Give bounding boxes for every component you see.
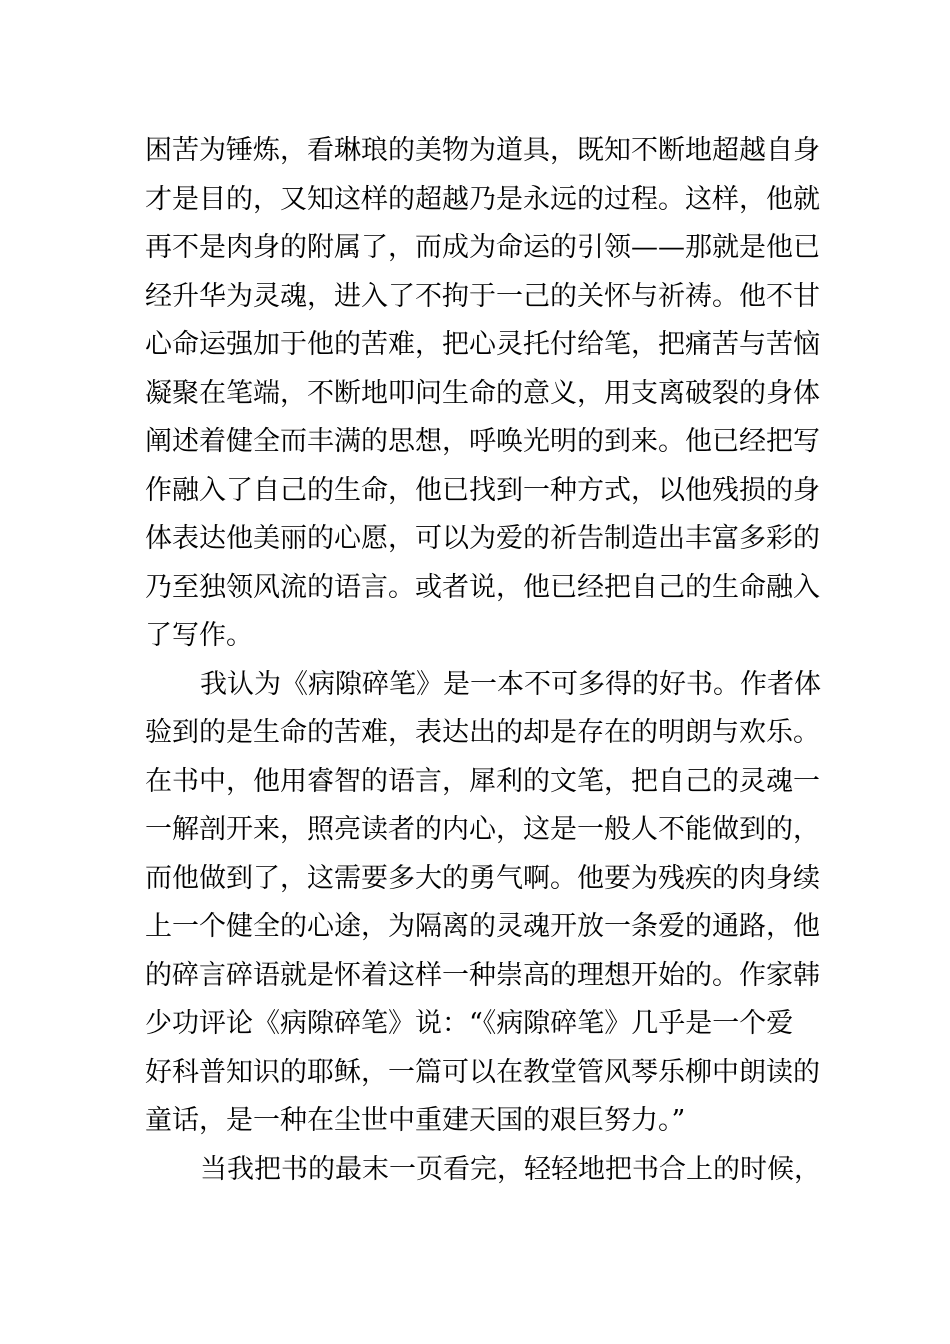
text-line: 体表达他美丽的心愿，可以为爱的祈告制造出丰富多彩的 [145,523,820,554]
text-line: 当我把书的最末一页看完，轻轻地把书合上的时候， [200,1153,821,1185]
text-line: 一解剖开来，照亮读者的内心，这是一般人不能做到的， [145,814,820,845]
text-line: 困苦为锤炼，看琳琅的美物为道具，既知不断地超越自身 [145,135,820,166]
text-line: 了写作。 [145,620,253,651]
text-line: 心命运强加于他的苦难，把心灵托付给笔，把痛苦与苦恼 [145,329,820,360]
text-line: 阐述着健全而丰满的思想，呼唤光明的到来。他已经把写 [145,426,820,457]
text-line: 少功评论《病隙碎笔》说：“《病隙碎笔》几乎是一个爱 [145,1008,794,1039]
text-line: 好科普知识的耶稣，一篇可以在教堂管风琴乐柳中朗读的 [145,1056,820,1088]
text-line: 的碎言碎语就是怀着这样一种崇高的理想开始的。作家韩 [145,959,820,991]
text-line: 凝聚在笔端，不断地叩问生命的意义，用支离破裂的身体 [145,377,820,409]
text-line: 童话，是一种在尘世中重建天国的艰巨努力。” [145,1105,686,1136]
text-line: 再不是肉身的附属了，而成为命运的引领——那就是他已 [145,232,820,263]
text-line: 才是目的，又知这样的超越乃是永远的过程。这样，他就 [145,183,820,215]
body-text [145,127,825,1194]
text-line: 我认为《病隙碎笔》是一本不可多得的好书。作者体 [200,668,821,700]
text-line: 乃至独领风流的语言。或者说，他已经把自己的生命融入 [145,571,820,603]
text-line: 作融入了自己的生命，他已找到一种方式，以他残损的身 [145,474,820,506]
text-line: 经升华为灵魂，进入了不拘于一己的关怀与祈祷。他不甘 [145,280,820,312]
text-line: 上一个健全的心途，为隔离的灵魂开放一条爱的通路，他 [145,911,820,942]
text-line: 在书中，他用睿智的语言，犀利的文笔，把自己的灵魂一 [145,765,820,797]
text-line: 验到的是生命的苦难，表达出的却是存在的明朗与欢乐。 [145,717,820,748]
text-line: 而他做到了，这需要多大的勇气啊。他要为残疾的肉身续 [145,862,820,894]
